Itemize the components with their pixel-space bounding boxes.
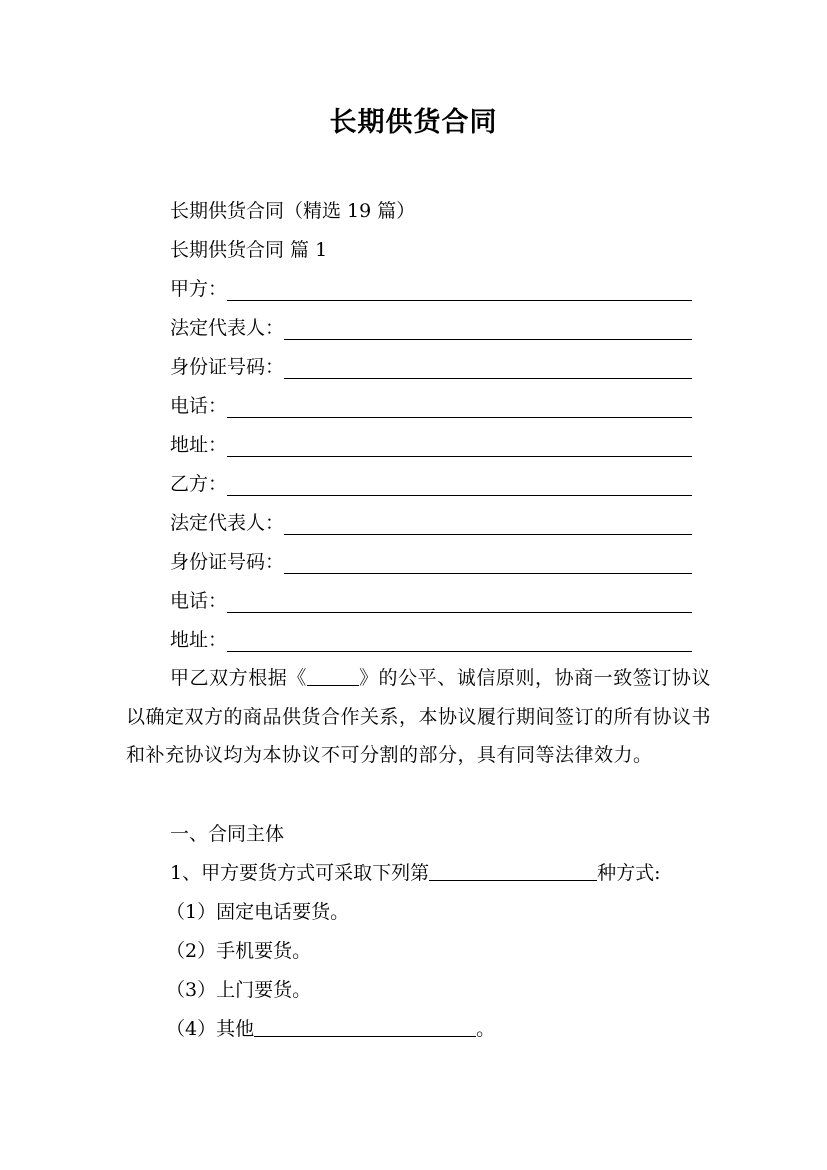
law-name-blank (307, 667, 359, 686)
intro-text-after: 》的公平、诚信原则，协商一致签订协议以确定双方的商品供货合作关系，本协议履行期间签订的所有协议书和补充协议均为本协议不可分割的部分，具有同等法律效力。 (126, 667, 712, 766)
option-4-text-before: （4）其他 (166, 1018, 255, 1040)
party-a-phone-field (170, 394, 692, 418)
intro-text-before: 甲乙双方根据《 (170, 667, 307, 689)
clause-1-heading: 一、合同主体 (170, 823, 285, 845)
section-heading: 长期供货合同 篇 1 (170, 239, 328, 261)
document-subtitle: 长期供货合同（精选 19 篇） (170, 200, 416, 222)
party-b-address-field (170, 628, 692, 652)
clause-1-1-text-after: 种方式: (597, 862, 661, 884)
option-2: （2）手机要货。 (166, 940, 312, 962)
document-title: 长期供货合同 (329, 107, 498, 138)
party-a-id-blank (284, 360, 692, 379)
party-a-phone-blank (227, 399, 692, 418)
party-a-name-blank (227, 282, 692, 301)
party-b-name-field (170, 472, 692, 496)
party-b-rep-label: 法定代表人： (170, 512, 285, 534)
party-a-id-field (170, 355, 692, 379)
party-a-address-label: 地址： (170, 434, 228, 456)
party-a-rep-label: 法定代表人： (170, 317, 285, 339)
party-b-name-blank (227, 477, 692, 496)
party-b-id-label: 身份证号码： (170, 551, 285, 573)
party-b-phone-field (170, 589, 692, 613)
party-a-rep-field (170, 316, 692, 340)
party-b-address-blank (227, 633, 692, 652)
party-a-rep-blank (284, 321, 692, 340)
option-4 (166, 1017, 495, 1041)
party-b-phone-blank (227, 594, 692, 613)
party-a-address-blank (227, 438, 692, 457)
party-b-id-field (170, 550, 692, 574)
party-b-name-label: 乙方： (170, 473, 228, 495)
option-1: （1）固定电话要货。 (166, 901, 350, 923)
party-a-phone-label: 电话： (170, 395, 228, 417)
party-a-address-field (170, 433, 692, 457)
clause-1-1 (170, 861, 661, 885)
party-a-name-field (170, 277, 692, 301)
party-b-id-blank (284, 555, 692, 574)
option-3: （3）上门要货。 (166, 979, 312, 1001)
party-a-name-label: 甲方： (170, 278, 228, 300)
option-4-text-after: 。 (476, 1018, 496, 1040)
party-b-rep-field (170, 511, 692, 535)
party-b-address-label: 地址： (170, 629, 228, 651)
party-b-rep-blank (284, 516, 692, 535)
party-a-id-label: 身份证号码： (170, 356, 285, 378)
order-method-blank (429, 862, 597, 881)
intro-paragraph (126, 659, 711, 775)
clause-1-1-text-before: 1、甲方要货方式可采取下列第 (170, 862, 430, 884)
other-method-blank (254, 1018, 476, 1037)
party-b-phone-label: 电话： (170, 590, 228, 612)
